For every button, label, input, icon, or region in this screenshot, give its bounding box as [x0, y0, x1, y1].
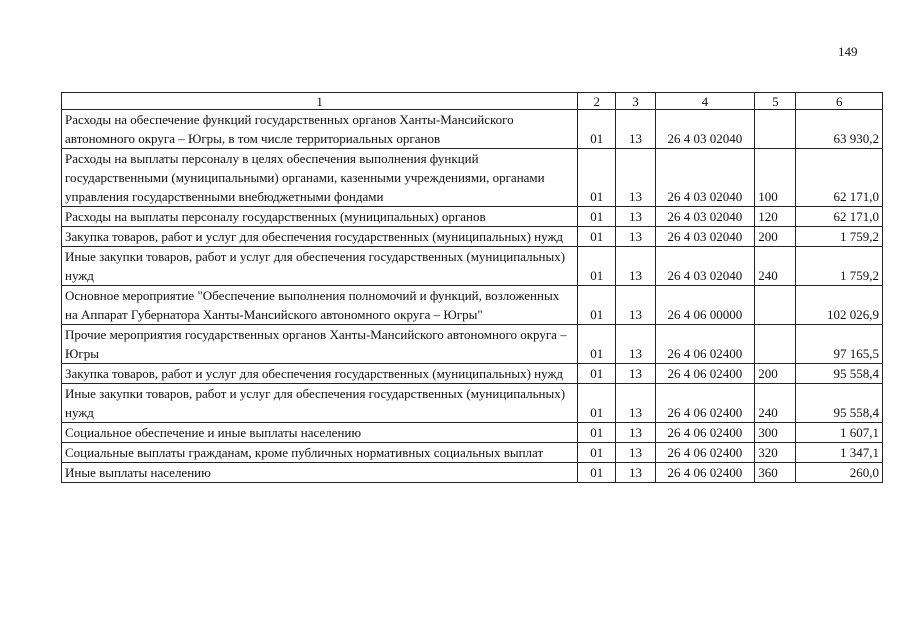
cell-name: Иные закупки товаров, работ и услуг для обеспечения государственных (муниципальных) нужд — [62, 247, 578, 286]
cell-target-article: 26 4 03 02040 — [655, 247, 755, 286]
cell-target-article: 26 4 03 02040 — [655, 227, 755, 247]
cell-subsection: 13 — [616, 443, 655, 463]
cell-section: 01 — [578, 463, 616, 483]
cell-target-article: 26 4 06 02400 — [655, 463, 755, 483]
cell-expense-type: 300 — [755, 423, 796, 443]
cell-subsection: 13 — [616, 423, 655, 443]
cell-name: Закупка товаров, работ и услуг для обеспечения государственных (муниципальных) нужд — [62, 227, 578, 247]
cell-name: Иные закупки товаров, работ и услуг для обеспечения государственных (муниципальных) нужд — [62, 384, 578, 423]
header-row — [62, 93, 883, 110]
cell-section: 01 — [578, 149, 616, 207]
cell-target-article: 26 4 06 02400 — [655, 443, 755, 463]
table-header — [62, 93, 883, 110]
cell-target-article: 26 4 06 02400 — [655, 423, 755, 443]
cell-subsection: 13 — [616, 207, 655, 227]
cell-subsection: 13 — [616, 149, 655, 207]
table-row — [62, 247, 883, 286]
cell-amount: 62 171,0 — [796, 149, 883, 207]
table-row — [62, 286, 883, 325]
table-row — [62, 384, 883, 423]
cell-section: 01 — [578, 364, 616, 384]
cell-amount: 1 759,2 — [796, 247, 883, 286]
cell-name: Расходы на обеспечение функций государственных органов Ханты-Мансийского автономного округа – Югры, в том числе территориальных органов — [62, 110, 578, 149]
header-col-1: 1 — [62, 93, 578, 110]
cell-target-article: 26 4 06 00000 — [655, 286, 755, 325]
cell-expense-type: 240 — [755, 247, 796, 286]
cell-section: 01 — [578, 286, 616, 325]
cell-section: 01 — [578, 207, 616, 227]
cell-subsection: 13 — [616, 110, 655, 149]
cell-amount: 95 558,4 — [796, 384, 883, 423]
cell-name: Иные выплаты населению — [62, 463, 578, 483]
cell-amount: 97 165,5 — [796, 325, 883, 364]
cell-name: Расходы на выплаты персоналу в целях обеспечения выполнения функций государственными (муниципальными) органами, казенными учреждениями, органами управления государственными внебюджетными фондами — [62, 149, 578, 207]
table-row — [62, 149, 883, 207]
table-row — [62, 364, 883, 384]
header-col-6: 6 — [796, 93, 883, 110]
cell-expense-type: 120 — [755, 207, 796, 227]
cell-name: Закупка товаров, работ и услуг для обеспечения государственных (муниципальных) нужд — [62, 364, 578, 384]
cell-target-article: 26 4 06 02400 — [655, 325, 755, 364]
table-body — [62, 110, 883, 483]
cell-expense-type: 320 — [755, 443, 796, 463]
cell-amount: 1 347,1 — [796, 443, 883, 463]
table-row — [62, 207, 883, 227]
table-row — [62, 110, 883, 149]
cell-subsection: 13 — [616, 247, 655, 286]
cell-name: Социальное обеспечение и иные выплаты населению — [62, 423, 578, 443]
cell-expense-type: 360 — [755, 463, 796, 483]
cell-subsection: 13 — [616, 364, 655, 384]
cell-subsection: 13 — [616, 227, 655, 247]
cell-name: Основное мероприятие "Обеспечение выполнения полномочий и функций, возложенных на Аппарат Губернатора Ханты-Мансийского автономного округа – Югры" — [62, 286, 578, 325]
cell-target-article: 26 4 03 02040 — [655, 110, 755, 149]
cell-expense-type — [755, 110, 796, 149]
cell-amount: 62 171,0 — [796, 207, 883, 227]
cell-amount: 63 930,2 — [796, 110, 883, 149]
cell-section: 01 — [578, 384, 616, 423]
cell-expense-type: 200 — [755, 364, 796, 384]
cell-target-article: 26 4 03 02040 — [655, 149, 755, 207]
cell-subsection: 13 — [616, 286, 655, 325]
table-row — [62, 443, 883, 463]
cell-target-article: 26 4 06 02400 — [655, 364, 755, 384]
cell-subsection: 13 — [616, 325, 655, 364]
table-row — [62, 325, 883, 364]
cell-expense-type — [755, 286, 796, 325]
cell-amount: 95 558,4 — [796, 364, 883, 384]
cell-section: 01 — [578, 443, 616, 463]
cell-name: Прочие мероприятия государственных органов Ханты-Мансийского автономного округа – Югры — [62, 325, 578, 364]
cell-section: 01 — [578, 110, 616, 149]
cell-expense-type: 100 — [755, 149, 796, 207]
cell-expense-type: 240 — [755, 384, 796, 423]
header-col-3: 3 — [616, 93, 655, 110]
header-col-2: 2 — [578, 93, 616, 110]
header-col-5: 5 — [755, 93, 796, 110]
table-row — [62, 227, 883, 247]
cell-target-article: 26 4 03 02040 — [655, 207, 755, 227]
table-row — [62, 423, 883, 443]
cell-subsection: 13 — [616, 463, 655, 483]
header-col-4: 4 — [655, 93, 755, 110]
cell-target-article: 26 4 06 02400 — [655, 384, 755, 423]
cell-expense-type — [755, 325, 796, 364]
cell-name: Расходы на выплаты персоналу государственных (муниципальных) органов — [62, 207, 578, 227]
table-row — [62, 463, 883, 483]
cell-amount: 1 607,1 — [796, 423, 883, 443]
cell-expense-type: 200 — [755, 227, 796, 247]
cell-subsection: 13 — [616, 384, 655, 423]
cell-section: 01 — [578, 423, 616, 443]
cell-amount: 102 026,9 — [796, 286, 883, 325]
cell-amount: 1 759,2 — [796, 227, 883, 247]
budget-table — [61, 92, 883, 483]
page-number: 149 — [838, 44, 858, 59]
cell-name: Социальные выплаты гражданам, кроме публичных нормативных социальных выплат — [62, 443, 578, 463]
cell-section: 01 — [578, 227, 616, 247]
cell-section: 01 — [578, 325, 616, 364]
cell-amount: 260,0 — [796, 463, 883, 483]
cell-section: 01 — [578, 247, 616, 286]
